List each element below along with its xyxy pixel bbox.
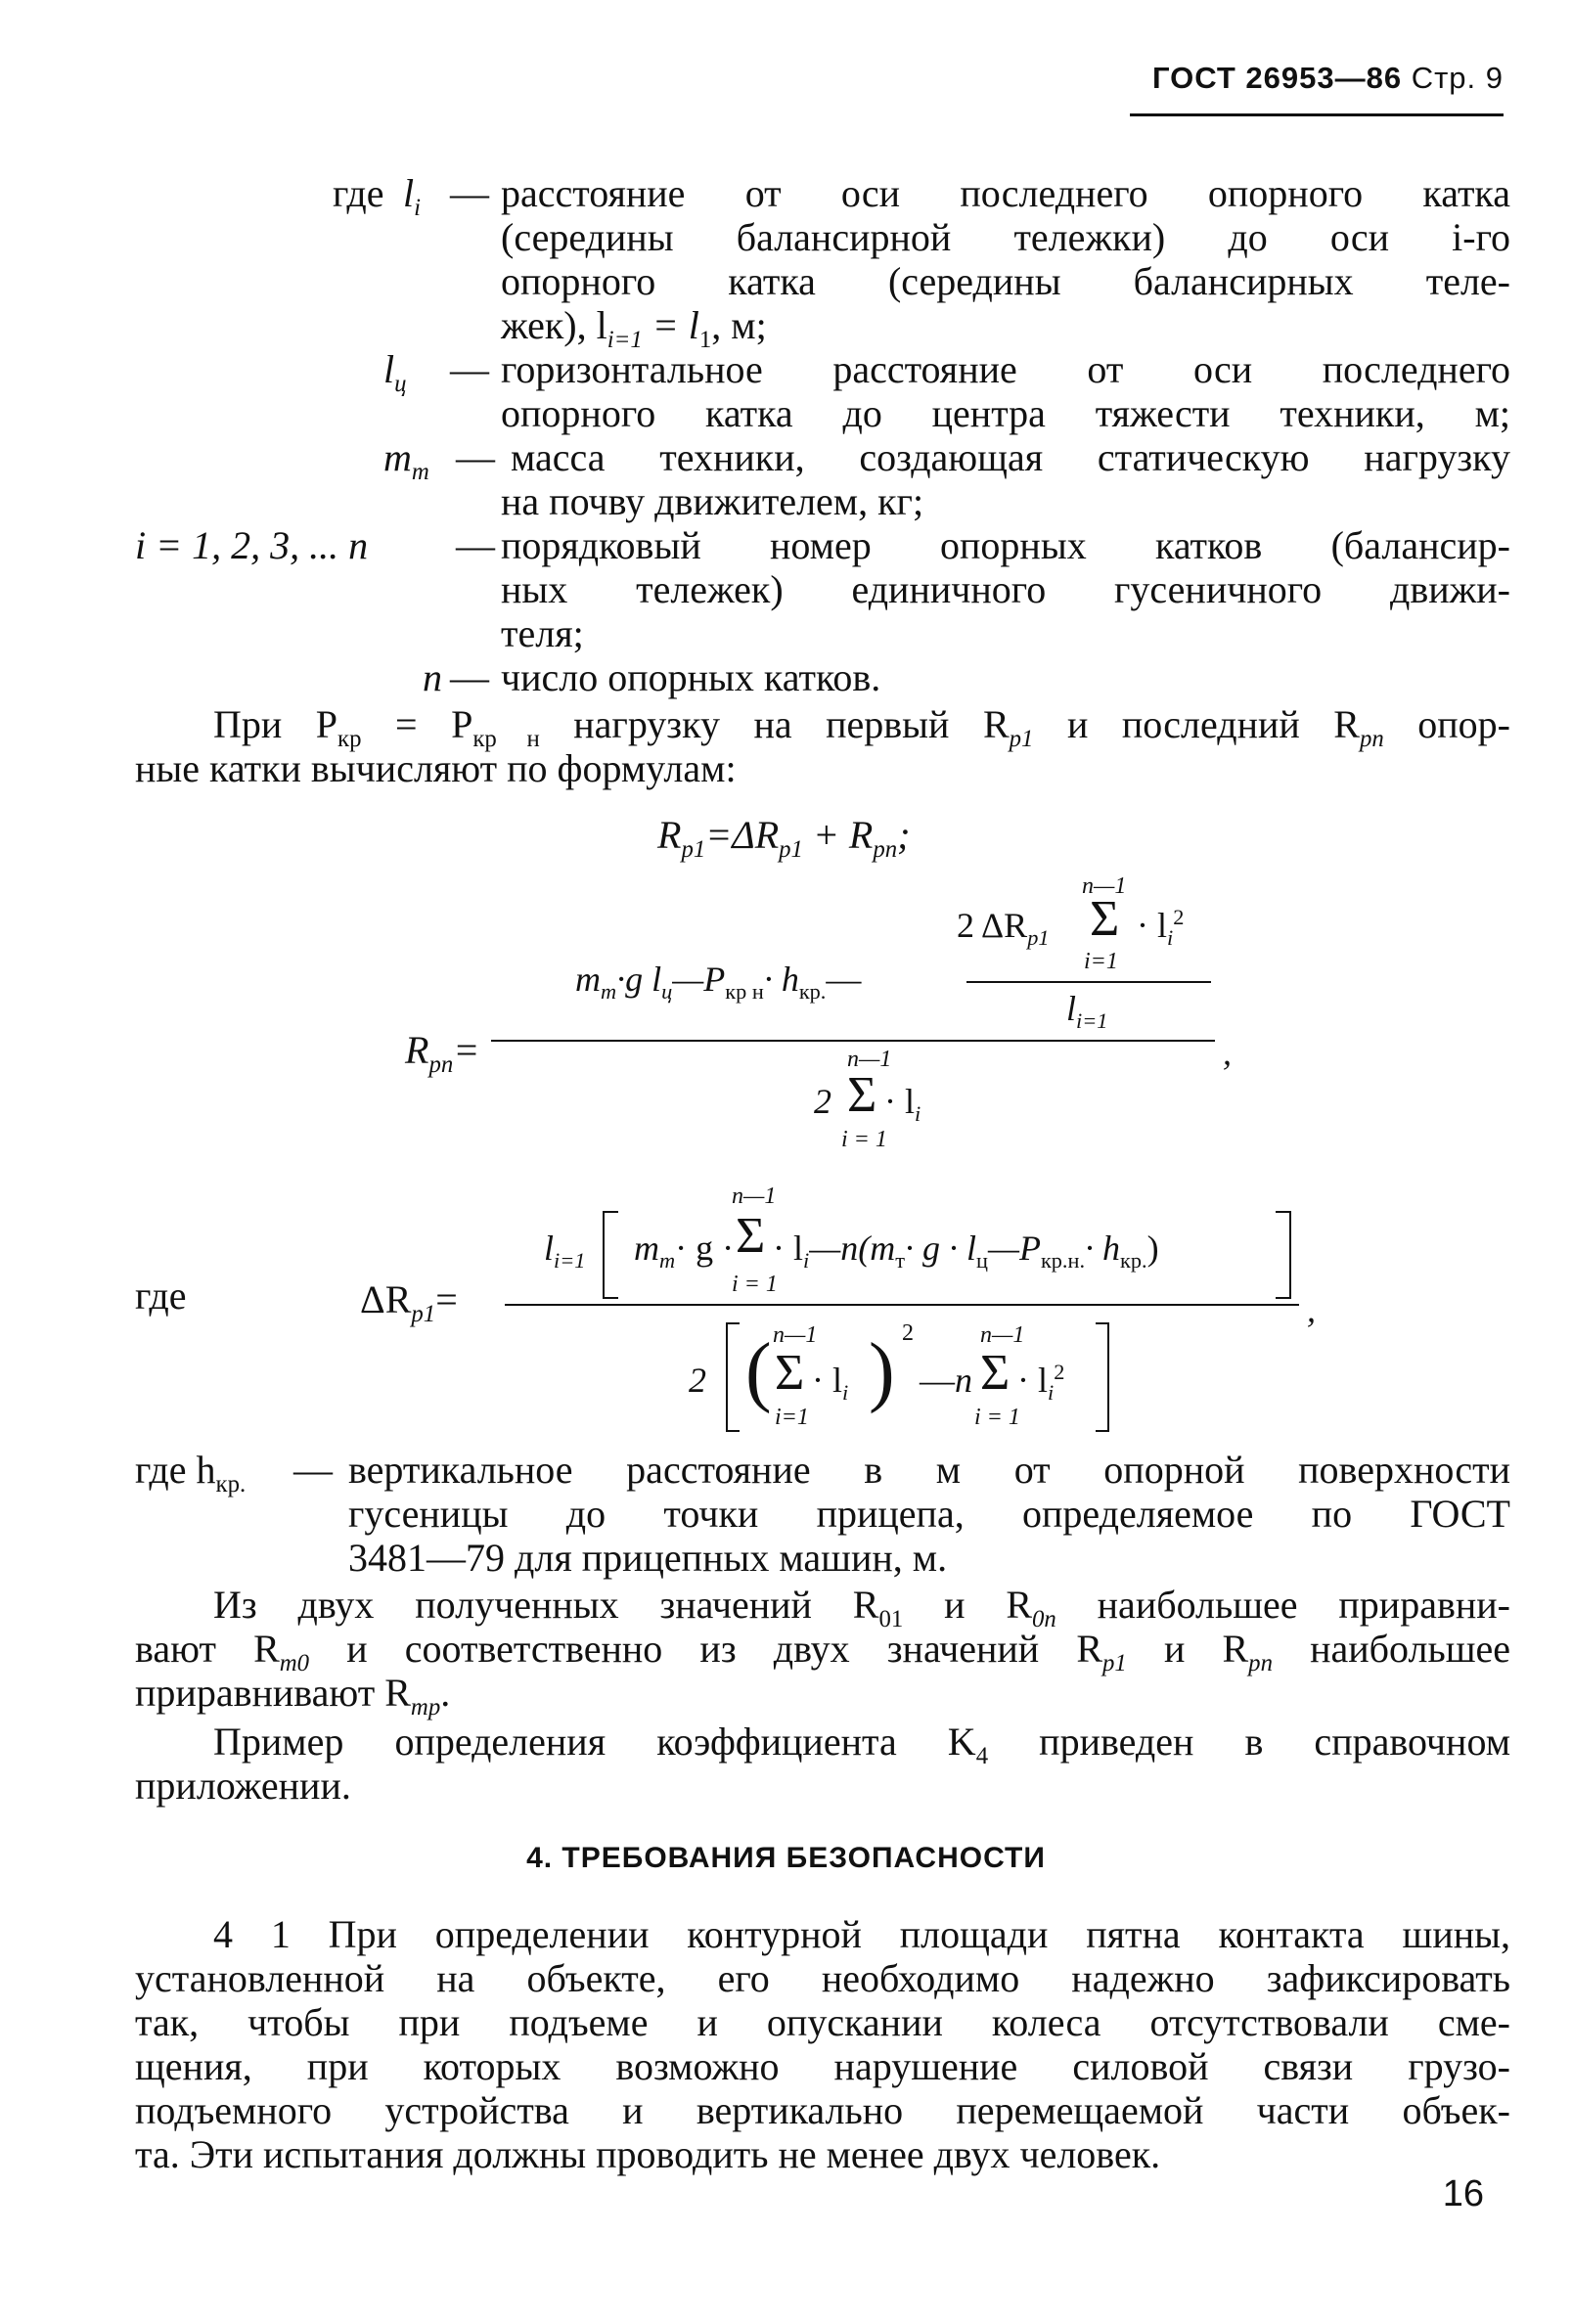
para-41-line5: подъемного устройства и вертикально перемещаемой части объек- [135, 2088, 1510, 2132]
para-41-line6: та. Эти испытания должны проводить не менее двух человек. [135, 2132, 1161, 2176]
drp1-right-bracket [1276, 1211, 1291, 1299]
drp1-den-term2: · $l_i^2$ [1017, 1360, 1065, 1406]
rpn-inner-sum-sup: n—1 [1082, 873, 1127, 899]
para-pkr-line1: При $P_{кр} = P_{кр н}$ нагрузку на первый $R_{p1}$ и последний $R_{pn}$ опор- [213, 702, 1510, 752]
where-label: где [333, 171, 384, 215]
formula-rpn-lhs: $R_{pn}=$ [405, 1028, 480, 1078]
def-li-line4: жек), $l_{i=1} = l_1$, м; [501, 303, 767, 353]
def-hkr-line2: гусеницы до точки прицепа, определяемое по ГОСТ [348, 1492, 1510, 1536]
drp1-den-open-paren: ( [745, 1328, 772, 1414]
drp1-den-term: · $l_i$ [812, 1361, 849, 1406]
def-i-line3: теля; [501, 611, 584, 655]
rpn-den-sum-lower: i = 1 [841, 1127, 887, 1152]
drp1-den-right-bracket [1096, 1322, 1109, 1432]
drp1-lhs: $\Delta R_{p1}=$ [360, 1277, 458, 1327]
rpn-den-term: · $l_i$ [884, 1082, 921, 1127]
rpn-inner-frac-line [966, 981, 1211, 983]
rpn-main-num: $m_т\cdot g$ $l_ц—P_{кр н}\cdot$ $h_{кр.}—$ [575, 960, 862, 1005]
where-label-2: где [135, 1274, 187, 1318]
para-pkr-line2: ные катки вычисляют по формулам: [135, 746, 737, 790]
drp1-den-sum-lower: i=1 [775, 1405, 809, 1430]
def-mt-symbol: $m_т$ [383, 435, 429, 485]
def-n-dash: — [450, 655, 489, 699]
def-li-line3: опорного катка (середины балансирных теле- [501, 259, 1510, 303]
drp1-den-sum2-sup: n—1 [980, 1322, 1025, 1348]
rpn-inner-sum-sign: Σ [1090, 891, 1120, 947]
page-header [1152, 61, 1504, 96]
page-number: 16 [1442, 2173, 1484, 2214]
def-lc-line2: опорного катка до центра тяжести техники, м; [501, 391, 1510, 435]
rpn-den-sum-sign: Σ [847, 1067, 877, 1123]
drp1-den-close-paren: ) [869, 1328, 895, 1414]
drp1-den-sum2-lower: i = 1 [974, 1405, 1020, 1430]
rpn-den-sum-sup: n—1 [847, 1047, 892, 1072]
section-title: 4. ТРЕБОВАНИЯ БЕЗОПАСНОСТИ [526, 1842, 1046, 1874]
rpn-main-frac-line [491, 1040, 1215, 1042]
drp1-frac-line [505, 1304, 1299, 1306]
para-41-line2: установленной на объекте, его необходимо надежно зафиксировать [135, 1956, 1510, 2000]
para-max-line2: вают $R_{m0}$ и соответственно из двух значений $R_{p1}$ и $R_{pn}$ наибольшее [135, 1627, 1511, 1676]
def-mt-line1: масса техники, создающая статическую нагрузку [511, 435, 1510, 479]
drp1-sum-lower: i = 1 [732, 1272, 778, 1297]
page-label: Стр. 9 [1411, 61, 1504, 95]
drp1-num-rest: · $l_i—n(m_т\cdot g$ · $l_ц—P_{кр.н.}\cdot h_{кр.}$) [773, 1229, 1159, 1274]
drp1-num-a: $m_т\cdot g$ · [634, 1229, 735, 1274]
drp1-sum-sup: n—1 [732, 1184, 777, 1209]
para-41-line1: 4 1 При определении контурной площади пятна контакта шины, [213, 1912, 1510, 1956]
drp1-den-sum-sup: n—1 [773, 1322, 818, 1348]
def-hkr-line3: 3481—79 для прицепных машин, м. [348, 1536, 948, 1580]
drp1-comma: , [1307, 1290, 1316, 1329]
drp1-den-left-bracket [726, 1322, 740, 1432]
para-41-line4: щения, при которых возможно нарушение силовой связи грузо- [135, 2044, 1510, 2088]
rpn-den-coef: 2 [814, 1082, 831, 1121]
rpn-inner-den: $l_{i=1}$ [1066, 989, 1108, 1034]
def-lc-dash: — [450, 347, 489, 391]
para-41-line3: так, чтобы при подъеме и опускании колеса отсутствовали сме- [135, 2000, 1510, 2044]
drp1-den-sum-sign: Σ [775, 1345, 805, 1401]
def-mt-dash: — [456, 435, 495, 479]
drp1-num-prefix: $l_{i=1}$ [544, 1229, 586, 1274]
rpn-inner-num: 2 $\Delta R_{p1}$ [957, 906, 1050, 951]
def-li-symbol: $l_i$ [403, 171, 422, 221]
def-hkr-dash: — [293, 1448, 333, 1492]
def-lc-line1: горизонтальное расстояние от оси последнего [501, 347, 1510, 391]
para-max-line3: приравнивают $R_{mp}$. [135, 1671, 451, 1721]
rpn-inner-term: · $l_i^2$ [1137, 905, 1185, 951]
para-example-line1: Пример определения коэффициента $K_4$ приведен в справочном [213, 1720, 1510, 1769]
rpn-inner-sum-lower: i=1 [1084, 949, 1118, 974]
def-li-dash: — [450, 171, 489, 215]
header-rule [1130, 113, 1504, 116]
rpn-comma: , [1223, 1033, 1232, 1072]
def-lc-symbol: $l_ц$ [383, 347, 407, 397]
def-i-line2: ных тележек) единичного гусеничного движи- [501, 567, 1510, 611]
def-i-line1: порядковый номер опорных катков (балансир- [501, 523, 1510, 567]
def-i-dash: — [456, 523, 495, 567]
drp1-left-bracket [603, 1211, 618, 1299]
drp1-den-coef: 2 [689, 1361, 706, 1400]
def-i-symbol: i = 1, 2, 3, ... n [135, 523, 369, 567]
drp1-den-minus-n: —n [920, 1361, 972, 1400]
formula-rp1: $R_{p1}=\Delta R_{p1} + R_{pn}$; [657, 813, 911, 863]
def-n-line1: число опорных катков. [501, 655, 881, 699]
standard-number: ГОСТ 26953—86 [1151, 61, 1403, 95]
def-hkr-line1: вертикальное расстояние в м от опорной поверхности [348, 1448, 1510, 1492]
def-hkr-symbol: где $h_{кр.}$ [135, 1448, 247, 1497]
drp1-den-sum2-sign: Σ [980, 1345, 1011, 1401]
drp1-den-pow: 2 [902, 1320, 914, 1346]
def-li-line2: (середины балансирной тележки) до оси i-го [501, 215, 1510, 259]
def-li-line1: расстояние от оси последнего опорного катка [501, 171, 1510, 215]
para-max-line1: Из двух полученных значений $R_{01}$ и $R_{0n}$ наибольшее приравни- [213, 1583, 1510, 1632]
def-n-symbol: n [423, 655, 442, 699]
drp1-sum-sign: Σ [736, 1208, 766, 1264]
def-mt-line2: на почву движителем, кг; [501, 479, 924, 523]
para-example-line2: приложении. [135, 1764, 351, 1808]
